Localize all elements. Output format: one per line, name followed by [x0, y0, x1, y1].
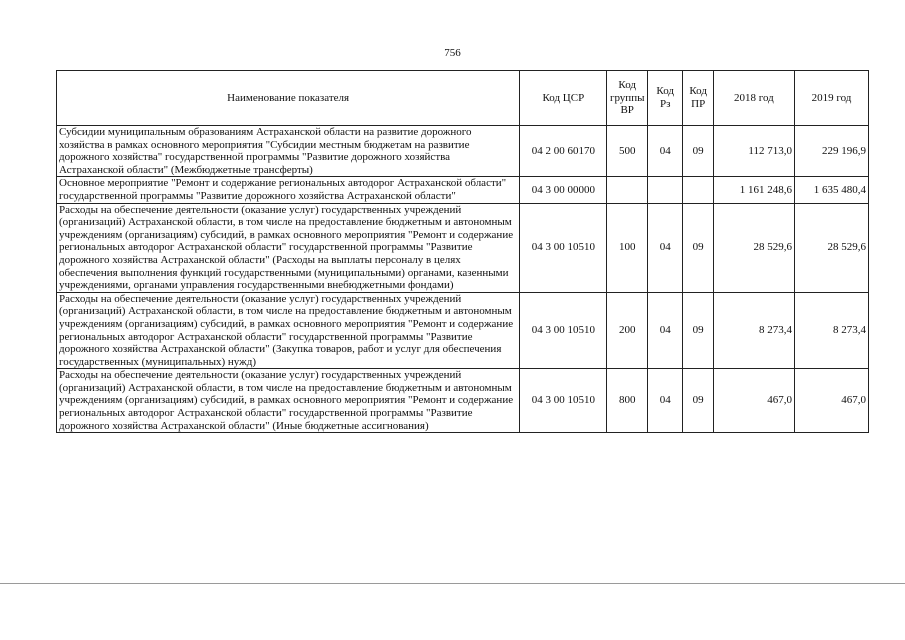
scan-edge-line [0, 583, 905, 584]
header-2019: 2019 год [794, 71, 868, 126]
page-number: 756 [444, 47, 461, 59]
row-name: Субсидии муниципальным образованиям Астраханской области на развитие дорожного хозяйства в рамках основного мероприятия "Субсидии местным бюджетам на развитие дорожного хозяйства" государственной программы "Развитие дорожного хозяйства Астраханской области" (Межбюджетные трансферты) [57, 126, 520, 177]
header-rz: Код Рз [647, 71, 682, 126]
row-2018: 112 713,0 [713, 126, 794, 177]
table-header-row [57, 71, 869, 126]
row-rz: 04 [647, 292, 682, 369]
row-csr: 04 3 00 10510 [520, 369, 607, 433]
table-row [57, 126, 869, 177]
row-name: Расходы на обеспечение деятельности (оказание услуг) государственных учреждений (организаций) Астраханской области, в том числе на предоставление бюджетным и автономным учреждениям (организациям) субсидий, в рамках основного мероприятия "Ремонт и содержание региональных автодорог Астраханской области" государственной программы "Развитие дорожного хозяйства Астраханской области" (Расходы на выплаты персоналу в целях обеспечения выполнения функций государственными (муниципальными) органами, казенными учреждениями, органами управления государственными внебюджетными фондами) [57, 203, 520, 292]
row-name: Расходы на обеспечение деятельности (оказание услуг) государственных учреждений (организаций) Астраханской области, в том числе на предоставление бюджетным и автономным учреждениям (организациям) субсидий, в рамках основного мероприятия "Ремонт и содержание региональных автодорог Астраханской области" государственной программы "Развитие дорожного хозяйства Астраханской области" (Закупка товаров, работ и услуг для обеспечения государственных (муниципальных) нужд) [57, 292, 520, 369]
row-rz: 04 [647, 369, 682, 433]
row-csr: 04 3 00 10510 [520, 292, 607, 369]
row-vr: 800 [607, 369, 648, 433]
row-2018: 1 161 248,6 [713, 177, 794, 203]
row-pr: 09 [683, 369, 713, 433]
row-2018: 467,0 [713, 369, 794, 433]
row-csr: 04 3 00 10510 [520, 203, 607, 292]
row-2019: 467,0 [794, 369, 868, 433]
header-csr: Код ЦСР [520, 71, 607, 126]
table-row [57, 203, 869, 292]
row-pr: 09 [683, 126, 713, 177]
row-vr: 200 [607, 292, 648, 369]
header-name: Наименование показателя [57, 71, 520, 126]
row-vr: 100 [607, 203, 648, 292]
row-2019: 28 529,6 [794, 203, 868, 292]
row-name: Расходы на обеспечение деятельности (оказание услуг) государственных учреждений (организаций) Астраханской области, в том числе на предоставление бюджетным и автономным учреждениям (организациям) субсидий, в рамках основного мероприятия "Ремонт и содержание региональных автодорог Астраханской области" государственной программы "Развитие дорожного хозяйства Астраханской области" (Иные бюджетные ассигнования) [57, 369, 520, 433]
row-name: Основное мероприятие "Ремонт и содержание региональных автодорог Астраханской области" государственной программы "Развитие дорожного хозяйства Астраханской области" [57, 177, 520, 203]
header-2018: 2018 год [713, 71, 794, 126]
row-pr: 09 [683, 292, 713, 369]
row-vr: 500 [607, 126, 648, 177]
row-rz [647, 177, 682, 203]
budget-table [56, 70, 869, 433]
table-row [57, 177, 869, 203]
row-2019: 8 273,4 [794, 292, 868, 369]
table-row [57, 369, 869, 433]
row-csr: 04 3 00 00000 [520, 177, 607, 203]
row-rz: 04 [647, 126, 682, 177]
row-2018: 28 529,6 [713, 203, 794, 292]
row-rz: 04 [647, 203, 682, 292]
row-csr: 04 2 00 60170 [520, 126, 607, 177]
row-pr [683, 177, 713, 203]
row-pr: 09 [683, 203, 713, 292]
row-2019: 229 196,9 [794, 126, 868, 177]
row-vr [607, 177, 648, 203]
header-vr: Код группы ВР [607, 71, 648, 126]
table-row [57, 292, 869, 369]
row-2018: 8 273,4 [713, 292, 794, 369]
header-pr: Код ПР [683, 71, 713, 126]
row-2019: 1 635 480,4 [794, 177, 868, 203]
